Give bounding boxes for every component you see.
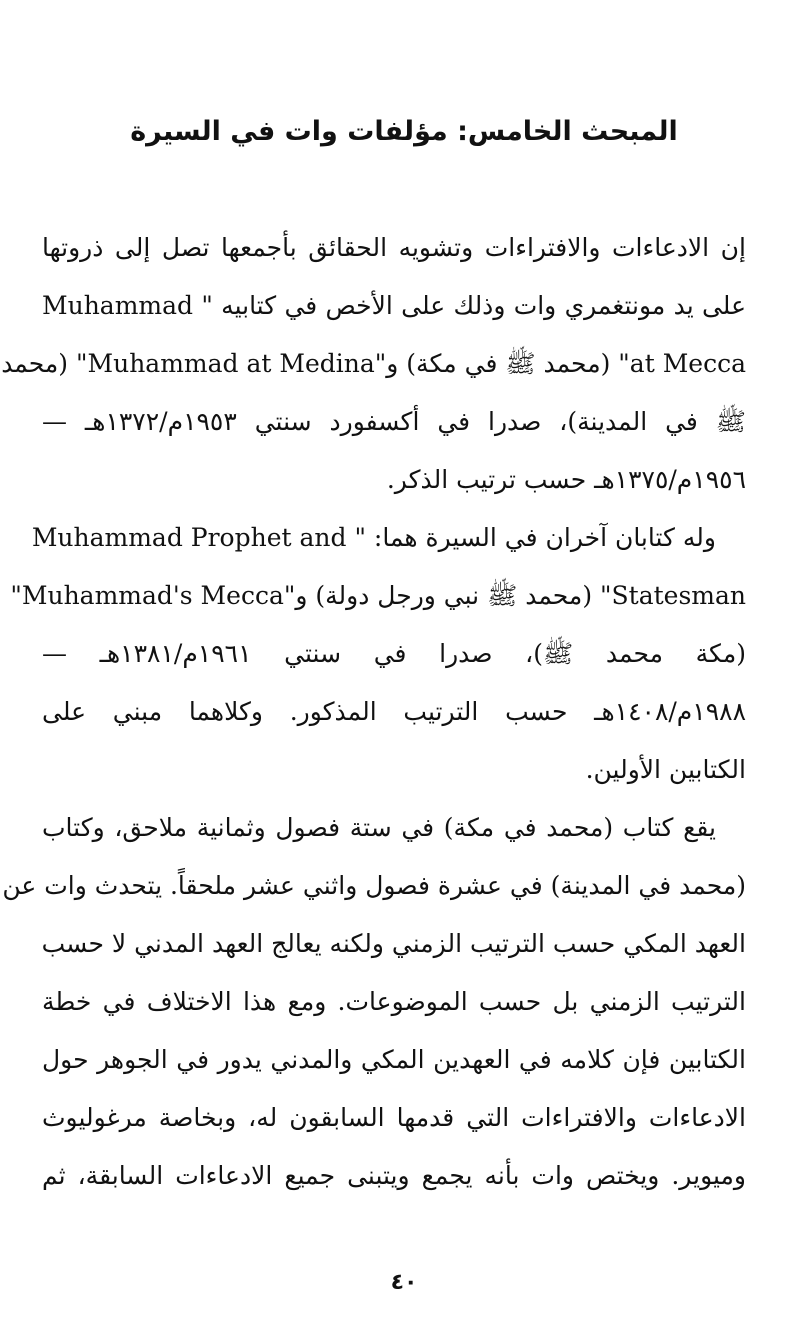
text-line: وله كتابان آخران في السيرة هما: " Muhammad Prophet and <box>31 523 716 552</box>
text-line: على يد مونتغمري وات وذلك على الأخص في كتابيه " Muhammad <box>42 291 746 320</box>
text-line: at Mecca" (محمد ﷺ في مكة) و"Muhammad at Medina" (محمد <box>1 349 746 378</box>
text-line: الترتيب الزمني بل حسب الموضوعات. ومع هذا الاختلاف في خطة <box>42 987 746 1016</box>
text-line: ١٩٨٨م/١٤٠٨هـ حسب الترتيب المذكور. وكلاهما مبني على <box>42 697 746 726</box>
text-line: ١٩٥٦م/١٣٧٥هـ حسب ترتيب الذكر. <box>386 465 746 494</box>
text-line: Statesman" (محمد ﷺ نبي ورجل دولة) و"Muhammad's Mecca" <box>10 581 746 610</box>
text-line: العهد المكي حسب الترتيب الزمني ولكنه يعالج العهد المدني لا حسب <box>41 929 746 958</box>
text-line: الكتابين الأولين. <box>585 755 746 784</box>
text-line: (محمد في المدينة) في عشرة فصول واثني عشر ملحقاً. يتحدث وات عن <box>2 871 746 900</box>
text-line: الادعاءات والافتراءات التي قدمها السابقون له، وبخاصة مرغوليوث <box>42 1103 746 1132</box>
text-line: الكتابين فإن كلامه في العهدين المكي والمدني يدور في الجوهر حول <box>42 1045 746 1074</box>
text-line: إن الادعاءات والافتراءات وتشويه الحقائق بأجمعها تصل إلى ذروتها <box>42 233 746 262</box>
text-line: ﷺ في المدينة)، صدرا في أكسفورد سنتي ١٩٥٣م/١٣٧٢هـ — <box>42 407 746 436</box>
body-text <box>1 226 746 1212</box>
text-line: يقع كتاب (محمد في مكة) في ستة فصول وثمانية ملاحق، وكتاب <box>42 813 716 842</box>
page-number: ٤٠ <box>390 1270 418 1295</box>
text-line: وميوير. ويختص وات بأنه يجمع ويتبنى جميع الادعاءات السابقة، ثم <box>42 1161 746 1190</box>
section-heading: المبحث الخامس: مؤلفات وات في السيرة <box>130 116 678 147</box>
text-line: (مكة محمد ﷺ)، صدرا في سنتي ١٩٦١م/١٣٨١هـ — <box>42 639 746 668</box>
